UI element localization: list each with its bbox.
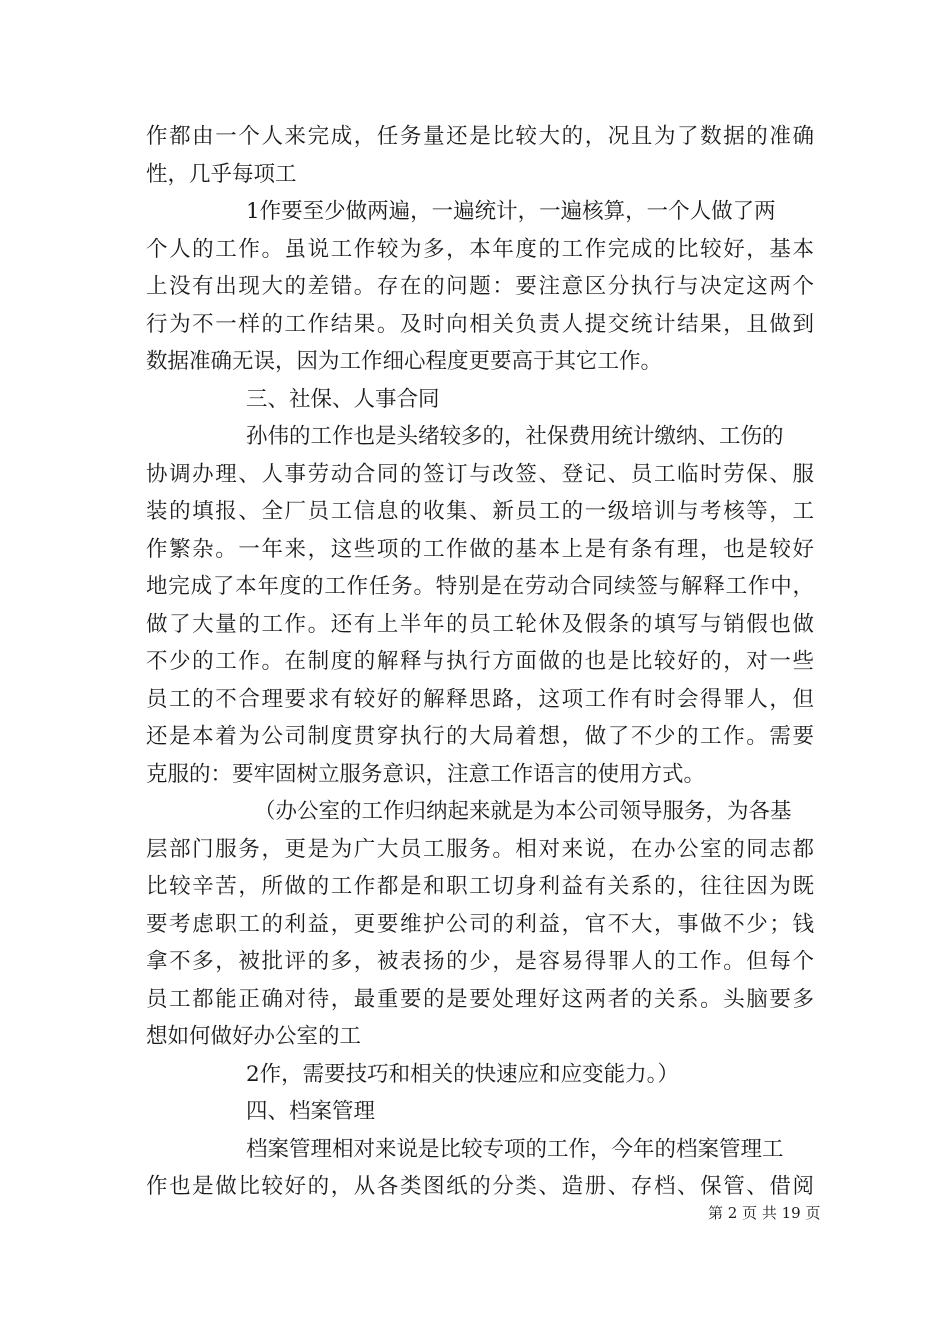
text-line: 比较辛苦，所做的工作都是和职工切身利益有关系的，往往因为既 bbox=[146, 874, 814, 899]
text-line: 上没有出现大的差错。存在的问题：要注意区分执行与决定这两个 bbox=[146, 274, 814, 299]
text-line: 1作要至少做两遍，一遍统计，一遍核算，一个人做了两 bbox=[246, 199, 776, 224]
section-heading: 三、社保、人事合同 bbox=[246, 386, 440, 412]
section-heading: 四、档案管理 bbox=[246, 1099, 376, 1124]
text-line: 要考虑职工的利益，更要维护公司的利益，官不大，事做不少；钱 bbox=[146, 911, 814, 937]
text-line: 档案管理相对来说是比较专项的工作，今年的档案管理工 bbox=[246, 1136, 784, 1162]
text-line: 做了大量的工作。还有上半年的员工轮休及假条的填写与销假也做 bbox=[146, 611, 814, 637]
text-line: 员工都能正确对待，最重要的是要处理好这两者的关系。头脑要多 bbox=[146, 986, 814, 1012]
text-line: 2作，需要技巧和相关的快速应和应变能力。） bbox=[246, 1061, 679, 1087]
text-line: 作繁杂。一年来，这些项的工作做的基本上是有条有理，也是较好 bbox=[146, 536, 814, 562]
text-line: 作也是做比较好的，从各类图纸的分类、造册、存档、保管、借阅 bbox=[146, 1174, 814, 1199]
text-line: 行为不一样的工作结果。及时向相关负责人提交统计结果，且做到 bbox=[146, 311, 814, 337]
text-line: 装的填报、全厂员工信息的收集、新员工的一级培训与考核等，工 bbox=[146, 499, 814, 524]
text-line: 协调办理、人事劳动合同的签订与改签、登记、员工临时劳保、服 bbox=[146, 461, 814, 487]
document-body bbox=[146, 118, 814, 1206]
text-line: 数据准确无误，因为工作细心程度更要高于其它工作。 bbox=[146, 349, 663, 374]
text-line: 孙伟的工作也是头绪较多的，社保费用统计缴纳、工伤的 bbox=[246, 424, 784, 449]
text-line: 地完成了本年度的工作任务。特别是在劳动合同续签与解释工作中， bbox=[146, 574, 814, 599]
text-line: 想如何做好办公室的工 bbox=[146, 1024, 362, 1049]
page-number: 第 2 页 共 19 页 bbox=[708, 1204, 821, 1222]
text-line: 性，几乎每项工 bbox=[146, 161, 297, 187]
text-line: （办公室的工作归纳起来就是为本公司领导服务，为各基 bbox=[254, 799, 792, 824]
text-line: 个人的工作。虽说工作较为多，本年度的工作完成的比较好，基本 bbox=[146, 236, 814, 262]
text-line: 作都由一个人来完成，任务量还是比较大的，况且为了数据的准确 bbox=[146, 124, 814, 149]
text-line: 克服的：要牢固树立服务意识，注意工作语言的使用方式。 bbox=[146, 761, 706, 787]
text-line: 拿不多，被批评的多，被表扬的少，是容易得罪人的工作。但每个 bbox=[146, 949, 814, 974]
text-line: 员工的不合理要求有较好的解释思路，这项工作有时会得罪人，但 bbox=[146, 686, 814, 712]
text-line: 层部门服务，更是为广大员工服务。相对来说，在办公室的同志都 bbox=[146, 836, 814, 862]
text-line: 不少的工作。在制度的解释与执行方面做的也是比较好的，对一些 bbox=[146, 649, 814, 674]
text-line: 还是本着为公司制度贯穿执行的大局着想，做了不少的工作。需要 bbox=[146, 724, 814, 749]
